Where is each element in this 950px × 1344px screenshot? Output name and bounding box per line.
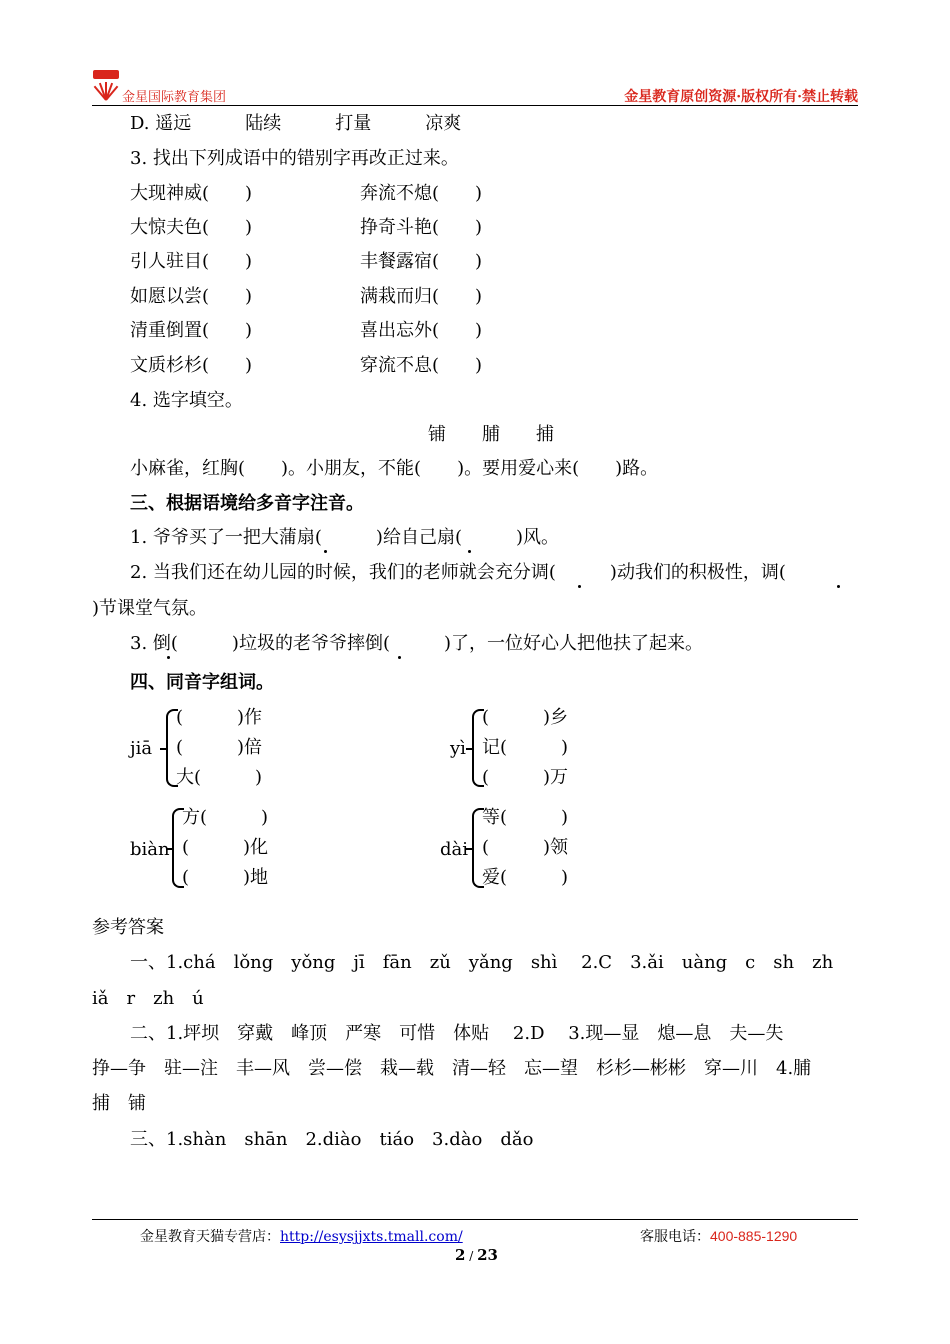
sec3-line4: 3. 倒( )垃圾的老爷爷摔倒( )了，一位好心人把他扶了起来。 (130, 633, 703, 654)
word-slot: 记( ) (482, 737, 569, 758)
footer-divider (92, 1219, 858, 1220)
q4-title: 4. 选字填空。 (130, 390, 243, 411)
idiom-item: 满栽而归( ) (360, 286, 483, 307)
answer-line: 挣—争 驻—注 丰—风 尝—偿 栽—载 清—轻 忘—望 杉杉—彬彬 穿—川 4.脯 (92, 1058, 812, 1079)
emphasis-dot (837, 585, 840, 588)
idiom-item: 文质杉杉( ) (130, 355, 253, 376)
word-slot: 等( ) (482, 807, 569, 828)
emphasis-dot (324, 550, 327, 553)
footer-phone (640, 1226, 797, 1246)
word-slot: ( )地 (182, 867, 269, 888)
pinyin-label: biàn (130, 839, 170, 860)
page-number: 2 / 23 (455, 1246, 498, 1264)
section3-title: 三、根据语境给多音字注音。 (130, 493, 364, 514)
sec3-line1: 1. 爷爷买了一把大蒲扇( )给自己扇( )风。 (130, 527, 559, 548)
word-slot: ( )化 (182, 837, 269, 858)
answer-line: 一、1.chá lǒng yǒng jī fān zǔ yǎng shì 2.C 3.ǎi uàng c sh zh (130, 952, 834, 973)
idiom-item: 引人驻目( ) (130, 251, 253, 272)
word-slot: ( )万 (482, 767, 569, 788)
word-slot: 爱( ) (482, 867, 569, 888)
idiom-item: 丰餐露宿( ) (360, 251, 483, 272)
answer-line: iǎ r zh ú (92, 988, 204, 1009)
pinyin-label: jiā (130, 738, 153, 759)
idiom-item: 奔流不熄( ) (360, 183, 483, 204)
emphasis-dot (167, 656, 170, 659)
store-label: 金星教育天猫专营店： (140, 1229, 280, 1245)
word-slot: 大( ) (176, 767, 263, 788)
idiom-item: 如愿以尝( ) (130, 286, 253, 307)
q4-options: 铺 脯 捕 (428, 424, 554, 445)
footer-store (140, 1226, 463, 1246)
word-slot: ( )乡 (482, 707, 569, 728)
idiom-item: 挣奇斗艳( ) (360, 217, 483, 238)
store-link[interactable]: http://esysjjxts.tmall.com/ (280, 1229, 463, 1245)
q4-sentence: 小麻雀，红胸( )。小朋友，不能( )。要用爱心来( )路。 (130, 458, 659, 479)
answers-title: 参考答案 (92, 917, 164, 938)
answer-line: 二、1.坪坝 穿戴 峰顶 严寒 可惜 体贴 2.D 3.现—显 熄—息 夫—失 (130, 1023, 784, 1044)
pinyin-label: yì (450, 738, 466, 759)
emphasis-dot (578, 585, 581, 588)
answer-line: 捕 铺 (92, 1093, 146, 1114)
q3-title: 3. 找出下列成语中的错别字再改正过来。 (130, 148, 459, 169)
sec3-line2: 2. 当我们还在幼儿园的时候，我们的老师就会充分调( )动我们的积极性，调( (130, 562, 786, 583)
word-slot: 方( ) (182, 807, 269, 828)
idiom-item: 喜出忘外( ) (360, 320, 483, 341)
current-page: 2 (455, 1246, 466, 1264)
section4-title: 四、同音字组词。 (130, 672, 274, 693)
phone-label: 客服电话： (640, 1229, 710, 1245)
idiom-item: 大惊夫色( ) (130, 217, 253, 238)
answer-line: 三、1.shàn shān 2.diào tiáo 3.dào dǎo (130, 1129, 534, 1150)
sec3-line3: )节课堂气氛。 (92, 598, 208, 619)
word-slot: ( )倍 (176, 737, 263, 758)
header-divider (92, 105, 858, 106)
org-name: 金星国际教育集团 (122, 90, 227, 105)
idiom-item: 清重倒置( ) (130, 320, 253, 341)
total-pages: 23 (477, 1246, 498, 1264)
logo (93, 70, 119, 100)
pinyin-label: dài (440, 839, 469, 860)
word-slot: ( )领 (482, 837, 569, 858)
idiom-item: 穿流不息( ) (360, 355, 483, 376)
phone-number: 400-885-1290 (710, 1228, 798, 1244)
emphasis-dot (468, 550, 471, 553)
idiom-item: 大现神威( ) (130, 183, 253, 204)
prev-option-d: D. 遥远 陆续 打量 凉爽 (130, 113, 462, 134)
emphasis-dot (398, 656, 401, 659)
word-slot: ( )作 (176, 707, 263, 728)
rights-notice: 金星教育原创资源·版权所有·禁止转载 (624, 89, 858, 105)
